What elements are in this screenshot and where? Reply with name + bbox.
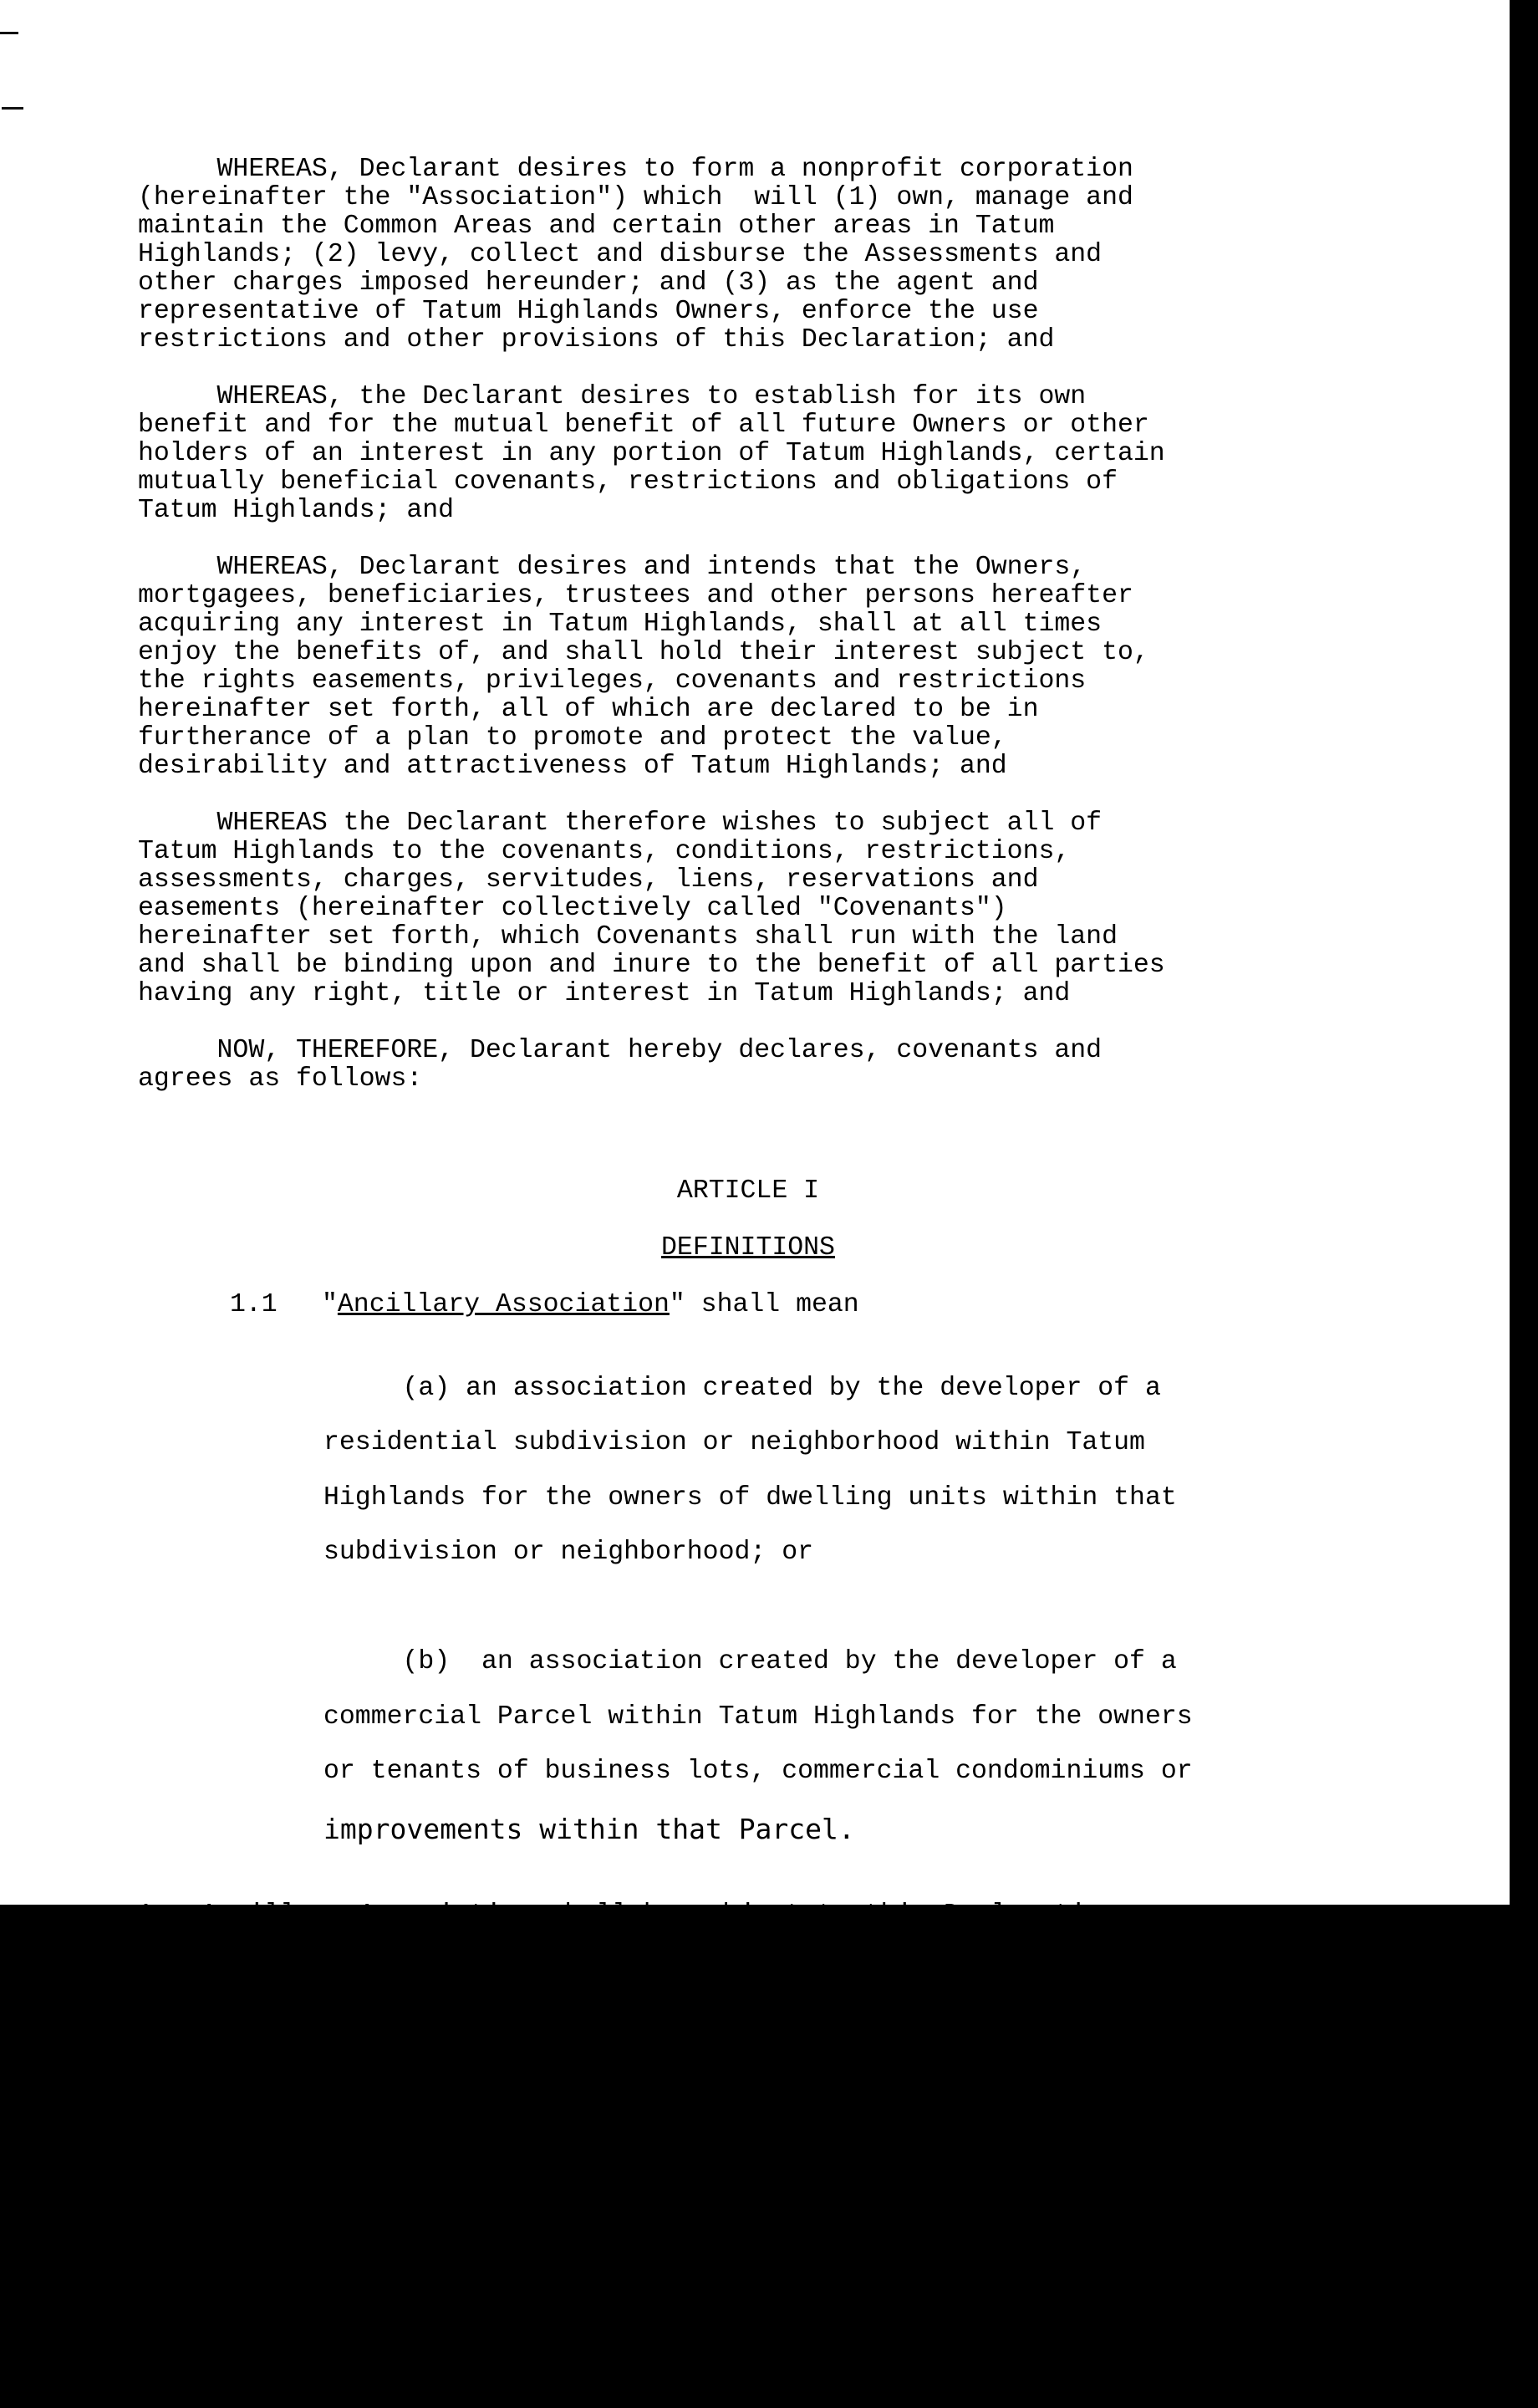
text-line: desirability and attractiveness of Tatum Highlands; and	[138, 752, 1007, 781]
defined-term: Ancillary Association	[337, 1290, 670, 1319]
section-1-1	[138, 1291, 1358, 1319]
text-line: benefit and for the mutual benefit of all future Owners or other	[138, 411, 1149, 440]
text-line: WHEREAS the Declarant therefore wishes to subject all of	[138, 809, 1103, 838]
document-body	[138, 156, 1358, 1958]
text-line: acquiring any interest in Tatum Highlands, shall at all times	[138, 610, 1103, 639]
text-line: easements (hereinafter collectively called "Covenants")	[138, 894, 1007, 923]
text-line: Tatum Highlands; and	[138, 496, 455, 525]
article-title	[138, 1234, 1358, 1263]
text-line: Tatum Highlands to the covenants, conditions, restrictions,	[138, 837, 1071, 866]
text-line: residential subdivision or neighborhood within Tatum	[323, 1428, 1145, 1457]
scan-speck	[2, 107, 23, 110]
recital-3	[138, 554, 1358, 781]
text-line: or tenants of business lots, commercial condominiums or	[323, 1757, 1193, 1786]
text-line: subdivision or neighborhood; or	[323, 1538, 813, 1567]
quote-open: "	[322, 1290, 338, 1319]
text-line: other charges imposed hereunder; and (3) as the agent and	[138, 268, 1039, 298]
clause-a	[138, 1375, 1358, 1568]
text-line: hereinafter set forth, all of which are declared to be in	[138, 695, 1039, 724]
scan-speck	[0, 32, 18, 34]
article-title-text: DEFINITIONS	[661, 1233, 835, 1263]
article-heading: ARTICLE I	[676, 1176, 820, 1206]
text-line: enjoy the benefits of, and shall hold their interest subject to,	[138, 638, 1149, 667]
text-line: the rights easements, privileges, covenants and restrictions	[138, 666, 1087, 696]
text-line: furtherance of a plan to promote and protect the value,	[138, 723, 1007, 752]
recital-4	[138, 809, 1358, 1008]
now-therefore-clause	[138, 1037, 1358, 1094]
scan-edge	[1510, 0, 1538, 1905]
text-line: Highlands; (2) levy, collect and disburse the Assessments and	[138, 240, 1103, 269]
text-line: agrees as follows:	[138, 1064, 423, 1094]
text-line: (hereinafter the "Association") which will (1) own, manage and	[138, 183, 1133, 212]
text-line: holders of an interest in any portion of Tatum Highlands, certain	[138, 439, 1165, 468]
text-line: maintain the Common Areas and certain other areas in Tatum	[138, 212, 1055, 241]
recital-2	[138, 383, 1358, 525]
text-line: assessments, charges, servitudes, liens, reservations and	[138, 865, 1039, 895]
closing-paragraph	[138, 1901, 1358, 1958]
text-line: representative of Tatum Highlands Owners, enforce the use	[138, 297, 1039, 326]
clause-b	[138, 1648, 1358, 1845]
text-line: WHEREAS, Declarant desires to form a nonprofit corporation	[138, 155, 1133, 184]
text-line: (a) an association created by the developer of a	[323, 1373, 1161, 1403]
text-line: and shall be binding upon and inure to the benefit of all parties	[138, 951, 1165, 980]
text-line: improvements within that Parcel.	[323, 1813, 855, 1845]
text-line: commercial Parcel within Tatum Highlands for the owners	[323, 1701, 1193, 1732]
text-line: Highlands for the owners of dwelling units within that	[323, 1482, 1177, 1513]
text-line: and the Association provided for herein.	[138, 1929, 771, 1958]
text-line: Any Ancillary Association shall be subject to this Declaration	[138, 1900, 1118, 1930]
section-number: 1.1	[230, 1290, 278, 1319]
text-line: hereinafter set forth, which Covenants shall run with the land	[138, 922, 1118, 951]
section-rest: " shall mean	[669, 1290, 859, 1319]
text-line: mortgagees, beneficiaries, trustees and other persons hereafter	[138, 581, 1133, 610]
text-line: mutually beneficial covenants, restrictions and obligations of	[138, 467, 1118, 497]
text-line: WHEREAS, Declarant desires and intends that the Owners,	[138, 553, 1087, 582]
text-line: NOW, THEREFORE, Declarant hereby declares, covenants and	[138, 1036, 1103, 1065]
text-line: WHEREAS, the Declarant desires to establish for its own	[138, 382, 1087, 411]
text-line: having any right, title or interest in Tatum Highlands; and	[138, 979, 1071, 1008]
text-line: (b) an association created by the developer of a	[323, 1647, 1177, 1676]
recital-1	[138, 156, 1358, 355]
text-line: restrictions and other provisions of this Declaration; and	[138, 325, 1055, 355]
